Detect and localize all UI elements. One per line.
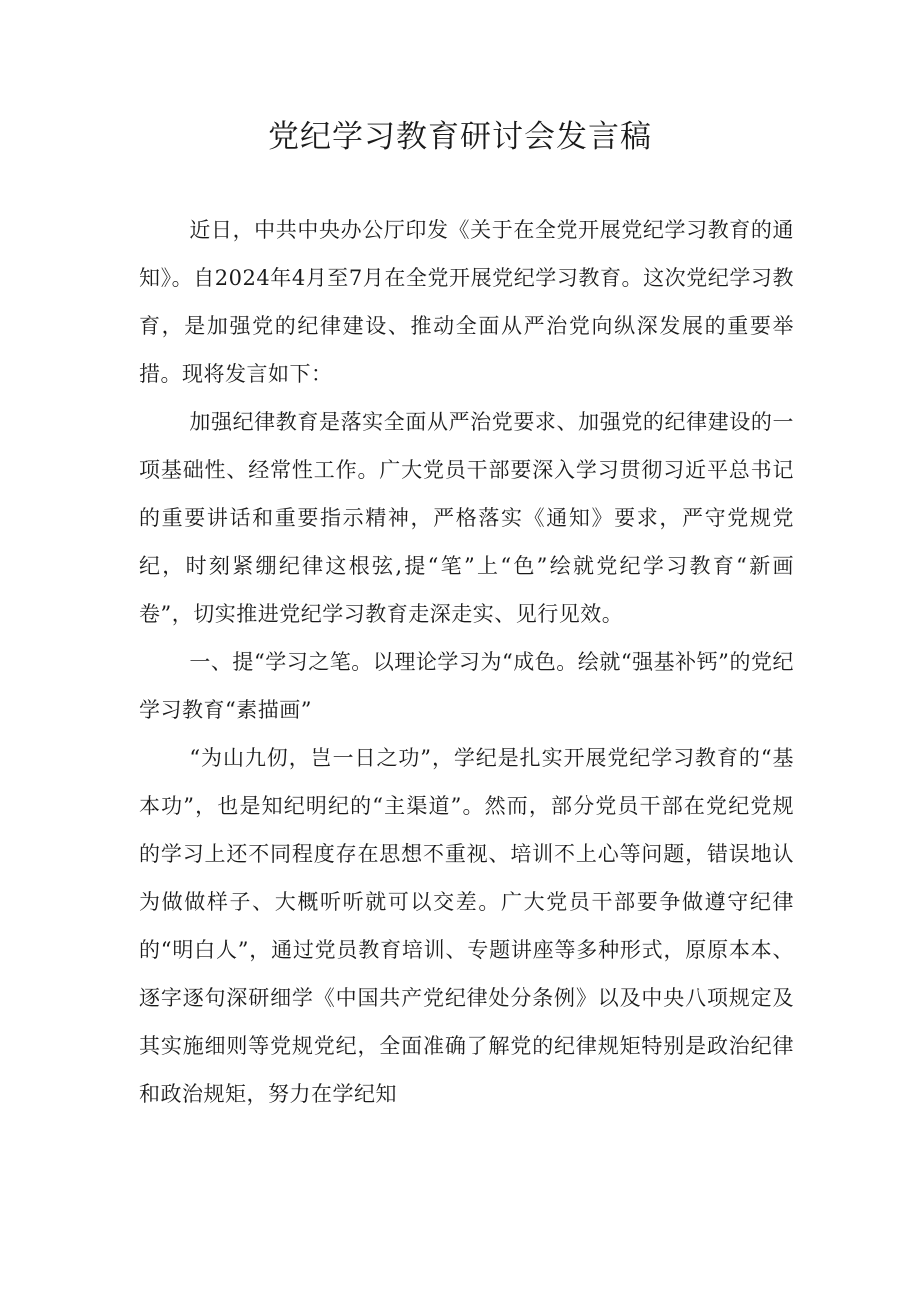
document-title: 党纪学习教育研讨会发言稿 — [268, 119, 652, 155]
paragraph-discipline-education: 加强纪律教育是落实全面从严治党要求、加强党的纪律建设的一项基础性、经常性工作。广大党员干部要深入学习贯彻习近平总书记的重要讲话和重要指示精神，严格落实《通知》要求，严守党规党纪，时刻紧绷纪律这根弦,提“笔”上“色”绘就党纪学习教育“新画卷”，切实推进党纪学习教育走深走实、见行见效。 — [139, 410, 794, 626]
paragraph-study: “为山九仞，岂一日之功”，学纪是扎实开展党纪学习教育的“基本功”，也是知纪明纪的“主渠道”。然而，部分党员干部在党纪党规的学习上还不同程度存在思想不重视、培训不上心等问题，错误地认为做做样子、大概听听就可以交差。广大党员干部要争做遵守纪律的“明白人”，通过党员教育培训、专题讲座等多种形式，原原本本、逐字逐句深研细学《中国共产党纪律处分条例》以及中央八项规定及其实施细则等党规党纪，全面准确了解党的纪律规矩特别是政治纪律和政治规矩，努力在学纪知 — [139, 746, 794, 1106]
section-heading-1: 一、提“学习之笔。以理论学习为“成色。绘就“强基补钙”的党纪学习教育“素描画” — [139, 650, 794, 722]
paragraph-intro: 近日，中共中央办公厅印发《关于在全党开展党纪学习教育的通知》。自2024年4月至7月在全党开展党纪学习教育。这次党纪学习教育，是加强党的纪律建设、推动全面从严治党向纵深发展的重要举措。现将发言如下： — [139, 218, 794, 386]
document-body — [139, 206, 794, 1118]
